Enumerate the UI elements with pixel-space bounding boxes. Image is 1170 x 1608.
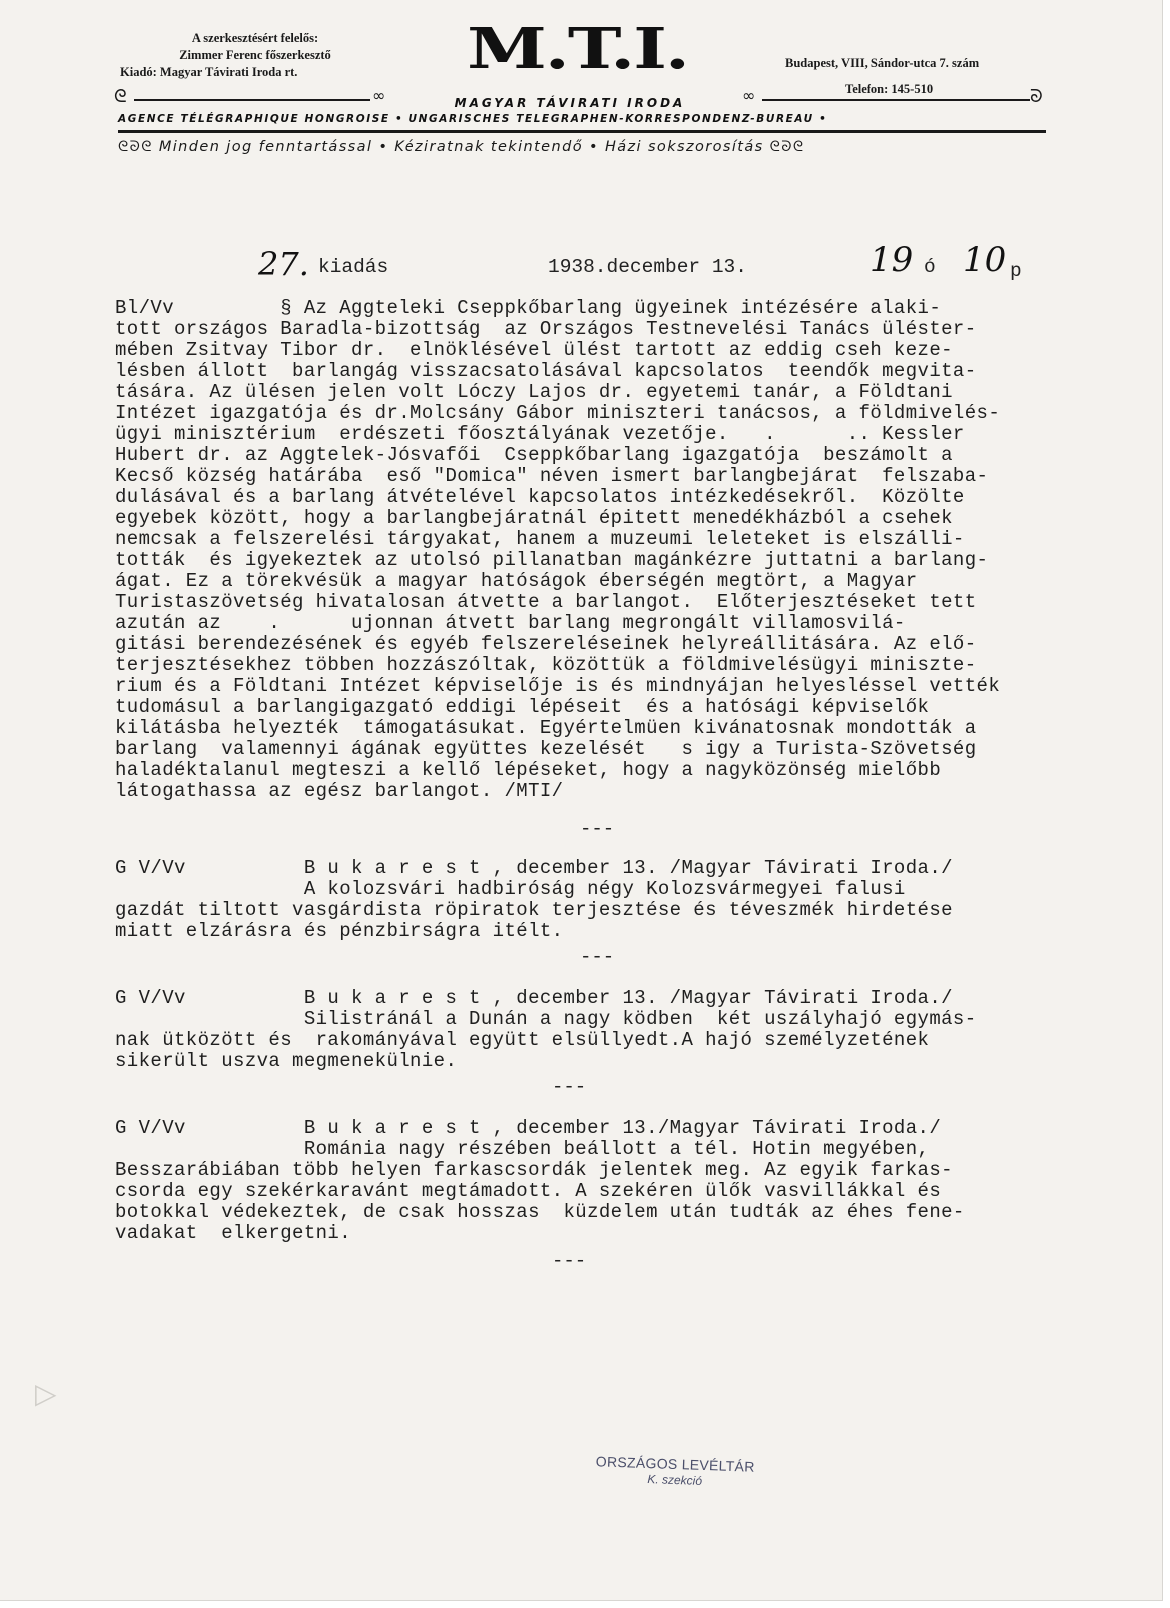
editor-line-2: Zimmer Ferenc főszerkesztő — [179, 48, 331, 62]
article-line: tott országos Baradla-bizottság az Országos Testnevelési Tanács üléster- — [115, 318, 977, 340]
edition-minute-unit: p — [1010, 260, 1022, 282]
article-line: ügyi minisztérium erdészeti főosztályának vezetője. . .. Kessler — [115, 423, 965, 445]
editor-line-1: A szerkesztésért felelős: — [191, 31, 319, 45]
article-line: Hubert dr. az Aggtelek-Jósvafői Cseppkőbarlang igazgatója beszámolt a — [115, 444, 953, 466]
article-line: vadakat elkergetni. — [115, 1222, 352, 1244]
article-line: rium és a Földtani Intézet képviselője is és mindnyájan helyesléssel vették — [115, 675, 1001, 697]
flourish-icon: ∞ — [372, 86, 386, 105]
article-line: terjesztésekhez többen hozzászóltak, közöttük a földmivelésügyi miniszte- — [115, 654, 977, 676]
article-line: haladéktalanul megteszi a kellő lépéseket, hogy a nagyközönség mielőbb — [115, 759, 942, 781]
article-kolozsvar — [115, 858, 1075, 942]
rights-line — [118, 139, 1048, 155]
article-separator: --- — [580, 946, 615, 968]
flourish-icon: ∞ — [742, 86, 756, 105]
edition-hour: 19 — [870, 240, 914, 280]
article-line: nak ütközött és rakományával együtt elsüllyedt.A hajó személyzetének — [115, 1029, 930, 1051]
article-baradla — [115, 298, 1075, 802]
header-rule-right — [762, 99, 1030, 101]
rights-text: Minden jog fenntartással • Kéziratnak tekintendő • Házi sokszorosítás — [158, 139, 764, 155]
article-line: G V/Vv B u k a r e s t , december 13. /Magyar Távirati Iroda./ — [115, 857, 953, 879]
article-romania-winter — [115, 1118, 1075, 1244]
scroll-ornament-icon: ᘓᘐᘓ — [763, 139, 805, 155]
agency-name: MAGYAR TÁVIRATI IRODA — [454, 96, 686, 110]
article-line: Turistaszövetség hivatalosan átvette a barlangot. Előterjesztéseket tett — [115, 591, 977, 613]
article-line: látogathassa az egész barlangot. /MTI/ — [115, 780, 564, 802]
article-line: barlang valamennyi ágának együttes kezelését s igy a Turista-Szövetség — [115, 738, 977, 760]
article-separator: --- — [580, 818, 615, 840]
article-line: Románia nagy részében beállott a tél. Hotin megyében, — [115, 1138, 930, 1160]
article-line: miatt elzárásra és pénzbirságra itélt. — [115, 920, 564, 942]
article-line: A kolozsvári hadbiróság négy Kolozsvármegyei falusi — [115, 878, 906, 900]
article-line: gazdát tiltott vasgárdista röpiratok terjesztése és téveszmék hirdetése — [115, 899, 953, 921]
edition-minute: 10 — [963, 240, 1007, 280]
article-line: ágat. Ez a törekvésük a magyar hatóságok éberségén megtört, a Magyar — [115, 570, 918, 592]
archive-stamp — [575, 1453, 776, 1491]
article-line: dulásával és a barlang átvételével kapcsolatos intézkedésekről. Közölte — [115, 486, 965, 508]
edition-hour-unit: ó — [924, 256, 936, 278]
address-info — [785, 50, 1055, 102]
article-line: azután az . ujonnan átvett barlang megrongált villamosvilá- — [115, 612, 906, 634]
archive-stamp-name: ORSZÁGOS LEVÉLTÁR — [595, 1453, 755, 1475]
article-line: Intézet igazgatója és dr.Molcsány Gábor miniszteri tanácsos, a földmivelés- — [115, 402, 1001, 424]
article-line: Kecső község határába eső "Domica" néven ismert barlangbejárat felszaba- — [115, 465, 989, 487]
scroll-ornament-icon: ᘓ — [114, 86, 127, 107]
article-line: G V/Vv B u k a r e s t , december 13./Magyar Távirati Iroda./ — [115, 1117, 942, 1139]
edition-date: 1938.december 13. — [548, 256, 747, 278]
article-line: botokkal védekeztek, de csak hosszas küzdelem után tudták az éhes fene- — [115, 1201, 965, 1223]
address-line: Budapest, VIII, Sándor-utca 7. szám — [785, 56, 980, 70]
scroll-ornament-icon: ᘓᘐᘓ — [118, 139, 159, 155]
article-line: tására. Az ülésen jelen volt Lóczy Lajos dr. egyetemi tanár, a Földtani — [115, 381, 953, 403]
article-line: nemcsak a felszerelési tárgyakat, hanem a muzeumi leleteket is elszálli- — [115, 528, 965, 550]
article-separator: --- — [552, 1076, 587, 1098]
article-line: sikerült uszva megmenekülnie. — [115, 1050, 458, 1072]
publisher-line: Kiadó: Magyar Távirati Iroda rt. — [120, 65, 298, 79]
article-line: tották és igyekeztek az utolsó pillanatban magánkézre juttatni a barlang- — [115, 549, 989, 571]
article-line: tudomásul a barlangigazgató eddigi lépéseit és a hatósági képviselők — [115, 696, 930, 718]
article-line: kilátásba helyezték támogatásukat. Egyértelmüen kivánatosnak mondották a — [115, 717, 977, 739]
article-silistra — [115, 988, 1075, 1072]
paper-edge-arrow-icon: ▷ — [35, 1377, 57, 1410]
article-line: mében Zsitvay Tibor dr. elnöklésével ülést tartott az eddig cseh keze- — [115, 339, 953, 361]
edition-number: 27. — [258, 245, 309, 283]
scroll-ornament-icon: ᘐ — [1030, 86, 1043, 107]
phone-line: Telefon: 145-510 — [845, 82, 934, 96]
header-rule-thick — [118, 130, 1046, 133]
article-line: Silistránál a Dunán a nagy ködben két uszályhajó egymás- — [115, 1008, 977, 1030]
article-line: Besszarábiában több helyen farkascsordák jelentek meg. Az egyik farkas- — [115, 1159, 953, 1181]
agency-multilingual: AGENCE TÉLÉGRAPHIQUE HONGROISE • UNGARISCHES TELEGRAPHEN-KORRESPONDENZ-BUREAU • — [118, 113, 828, 125]
article-line: csorda egy szekérkaravánt megtámadott. A szekéren ülők vasvillákkal és — [115, 1180, 942, 1202]
header-rule-left — [134, 99, 370, 101]
article-line: Bl/Vv § Az Aggteleki Cseppkőbarlang ügyeinek intézésére alaki- — [115, 297, 942, 319]
article-separator: --- — [552, 1250, 587, 1272]
article-line: gitási berendezésének és egyéb felszereléseinek helyreállitására. Az elő- — [115, 633, 977, 655]
archive-stamp-section: K. szekció — [647, 1472, 703, 1488]
edition-label: kiadás — [318, 256, 389, 278]
article-line: G V/Vv B u k a r e s t , december 13. /Magyar Távirati Iroda./ — [115, 987, 953, 1009]
editor-info — [120, 30, 390, 81]
article-line: lésben állott barlangág visszacsatolásával kapcsolatos teendők megvita- — [115, 360, 977, 382]
mti-logo: M.T.I. — [467, 14, 688, 82]
article-line: egyebek között, hogy a barlangbejáratnál épitett menedékházból a csehek — [115, 507, 953, 529]
